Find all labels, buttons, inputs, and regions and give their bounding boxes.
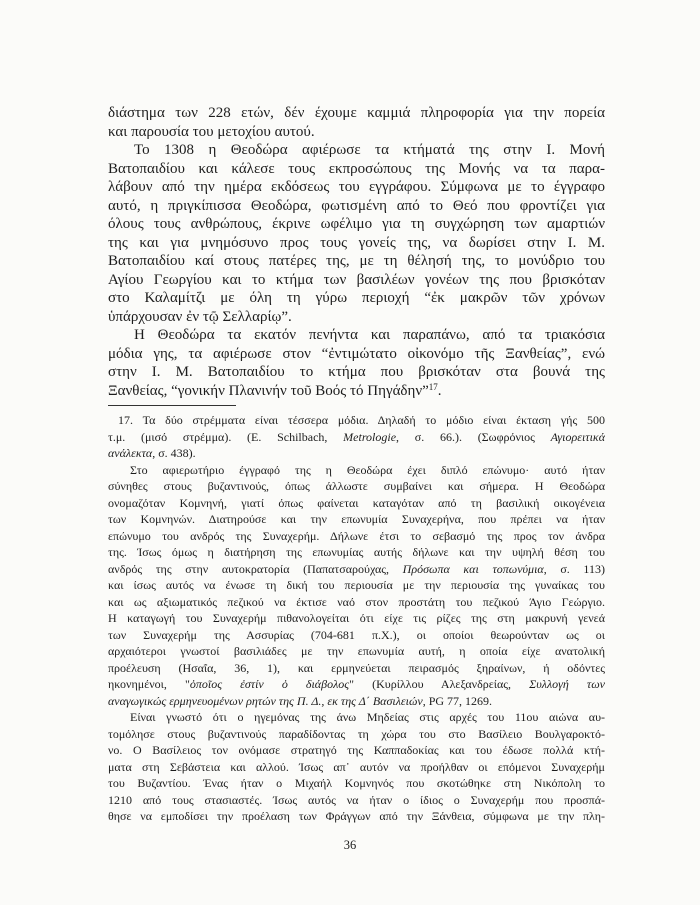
text-run: Η Θεοδώρα τα εκατόν πενήντα και παραπάνω, από τα τριακόσια: [134, 327, 605, 343]
text-run: Αγίου Γεωργίου και το κτήμα των βασιλέων γονέων της που βρισκόταν: [108, 271, 605, 288]
text-line: [108, 252, 605, 271]
text-line: [108, 775, 605, 792]
text-run: των Κομνηνών. Διατηρούσε και την επωνυμία Συναχερήνα, που πρέπει να ήταν: [108, 512, 605, 526]
text-line: [108, 511, 605, 528]
text-line: [108, 234, 605, 253]
text-line: [108, 726, 605, 743]
text-line: [108, 808, 605, 825]
text-line: [108, 289, 605, 308]
text-run: ονομαζόταν Κομνηνή, γιατί όπως φαίνεται καταγόταν από τη βασιλική οικογένεια: [108, 495, 605, 510]
text-line: [108, 478, 605, 495]
text-line: [108, 693, 605, 710]
text-line: [108, 709, 605, 726]
text-run: επώνυμο του ανδρός της Συναχερήμ. Δήλωνε έτσι το σεβασμό της προς τον άνδρα: [108, 528, 605, 543]
footnote-paragraph: [108, 462, 605, 710]
text-run: Είναι γνωστό ότι ο ηγεμόνας της άνω Μηδείας στις αρχές του 11ου αιώνα αυ-: [130, 710, 605, 724]
text-line: [108, 643, 605, 660]
text-line: [108, 676, 605, 693]
text-line: [108, 271, 605, 290]
text-line: [108, 544, 605, 561]
text-line: [108, 141, 605, 160]
text-run: Ξανθείας, “γονικήν Πλανινήν τοῦ Βοός τό Πηγάδην”: [108, 382, 429, 399]
text-run: λάβουν από την ημέρα εκδόσεως του εγγράφου. Σύμφωνα με το έγγραφο: [108, 179, 605, 195]
text-line: [108, 429, 605, 446]
text-line: [108, 104, 605, 123]
text-line: [108, 577, 605, 594]
text-line: [108, 326, 605, 345]
italic-title: Πρόσωπα και τοπωνύμια: [402, 561, 544, 576]
text-run: των Συναχερήμ της Ασσυρίας (704-681 π.Χ.), οι οποίοι θεωρούνταν ως οι: [108, 627, 605, 642]
paragraph: [108, 326, 605, 400]
text-run: Βατοπαιδίου καί στους πατέρες της, με τη θέλησή της, το μονύδριο του: [108, 253, 605, 269]
text-run: σύνηθες στους βυζαντινούς, όπως άλλωστε συμβαίνει και σήμερα. Η Θεοδώρα: [108, 479, 605, 493]
text-run: 17. Τα δύο στρέμματα είναι τέσσερα μόδια. Δηλαδή το μόδιο είναι έκταση γής 500: [118, 413, 605, 427]
italic-title: Αγιορειτικά: [550, 429, 605, 444]
text-line: [108, 123, 605, 142]
page-number: 36: [343, 838, 357, 852]
text-line: [108, 160, 605, 179]
text-run: Το 1308 η Θεοδώρα αφιέρωσε τα κτήματά της στην Ι. Μονή: [134, 142, 605, 158]
text-run: στην Ι. Μ. Βατοπαιδίου το κτήμα που βρισκόταν στα βουνά της: [108, 364, 605, 380]
footnote-paragraph: [108, 412, 605, 462]
text-run: , PG 77, 1269.: [422, 693, 493, 708]
text-run: τ.μ. (μισό στρέμμα). (E. Schilbach,: [108, 429, 344, 444]
text-line: [108, 412, 605, 429]
text-run: και παρουσία του μετοχίου αυτού.: [108, 123, 315, 140]
text-line: [108, 197, 605, 216]
footnote-paragraph: [108, 709, 605, 825]
text-line: [108, 561, 605, 578]
footnote-reference: 17: [428, 381, 438, 392]
text-run: Βατοπαιδίου και κάλεσε τους εκπροσώπους της Μονής να τα παρα-: [108, 160, 605, 177]
text-line: [108, 215, 605, 234]
footnote-separator: [108, 405, 236, 406]
paragraph: [108, 104, 605, 141]
text-line: [108, 495, 605, 512]
text-run: προέλευση (Ησαΐα, 36, 1), και ερμηνεύεται πειρασμός ξηραίνων, ή οδόντες: [108, 660, 605, 675]
text-line: [108, 445, 605, 462]
text-run: " (Κυρίλλου Αλεξανδρείας,: [349, 677, 530, 691]
text-run: διάστημα των 228 ετών, δέν έχουμε καμμιά πληροφορία για την πορεία: [108, 105, 605, 121]
text-run: .: [437, 382, 442, 399]
text-run: και ίσως αυτός να ένωσε τη δική του περιουσία με την περιουσία της γυναίκας του: [108, 578, 605, 592]
text-line: [108, 363, 605, 382]
text-run: ὑπάρχουσαν ἐν τῷ Σελλαρίῳ”.: [108, 308, 292, 325]
text-run: μόδια γης, τα αφιέρωσε στον “ἐντιμώτατο οἰκονόμο τῆς Ξανθείας”, ενώ: [108, 345, 605, 362]
text-line: [108, 792, 605, 809]
text-run: Στο αφιερωτήριο έγγραφό της η Θεοδώρα έχει διπλό επώνυμο· αυτό ήταν: [130, 462, 605, 477]
text-run: όλους τους ανθρώπους, έκρινε ωφέλιμο για τη συγχώρηση των αμαρτιών: [108, 216, 605, 232]
text-line: [108, 660, 605, 677]
text-run: , σ. 113): [543, 561, 605, 576]
text-run: και ως αξιωματικός πεζικού να έκτισε ναό στον προστάτη του πεζικού Άγιο Γεώργιο.: [108, 594, 605, 609]
paragraph: [108, 141, 605, 326]
text-line: [108, 742, 605, 759]
italic-title: αναγωγικώς ερμηνευομένων ρητών της Π. Δ., εκ της Δ΄ Βασιλειών: [108, 693, 423, 708]
text-line: [108, 594, 605, 611]
text-run: της. Ίσως όμως η διατήρηση της επωνυμίας αυτής δήλωνε και την υψηλή θέση του: [108, 545, 605, 559]
italic-title: Συλλογή των: [529, 677, 605, 691]
text-run: , σ. 66.). (Σωφρόνιος: [396, 429, 551, 444]
text-run: Η καταγωγή του Συναχερήμ πιθανολογείται ότι είχε τις ρίζες της στη μακρυνή γενεά: [108, 611, 605, 625]
text-line: [108, 610, 605, 627]
italic-title: ὁποῖος ἐστίν ὁ διάβολος: [189, 677, 350, 691]
text-run: του Βυζαντίου. Ένας ήταν ο Μιχαήλ Κομνηνός που σκοτώθηκε στη Νικόπολη το: [108, 776, 605, 790]
text-run: στο Καλαμίτζι με όλη τη γύρω περιοχή “ἐκ μακρῶν τῶν χρόνων: [108, 290, 605, 306]
italic-title: Metrologie: [343, 429, 397, 444]
text-run: της και για μνημόσυνο προς τους γονείς της, να δωρίσει στην Ι. Μ.: [108, 234, 605, 251]
text-run: τομόλησε στους βυζαντινούς παραδίδοντας τη χώρα του στο Βασίλειο Βουλγαροκτό-: [108, 726, 605, 741]
main-text: [108, 104, 605, 400]
text-line: [108, 382, 605, 401]
text-run: ανδρός της στην αυτοκρατορία (Παπατσαρούχας,: [108, 561, 403, 576]
text-run: , σ. 438).: [152, 446, 196, 460]
text-run: νο. Ο Βασίλειος τον ονόμασε στρατηγό της Καππαδοκίας και του έδωσε πολλά κτή-: [108, 743, 605, 757]
text-line: [108, 462, 605, 479]
italic-title: ανάλεκτα: [108, 446, 153, 460]
footnotes: [108, 412, 605, 825]
text-run: θησε να εμποδίσει την προέλαση των Φράγγων από την Ξάνθεια, σύμφωνα με την πλη-: [108, 809, 605, 823]
text-run: 1210 από τους στασιαστές. Ίσως αυτός να ήταν ο ίδιος ο Συναχερήμ που προσπά-: [108, 792, 605, 807]
text-line: [108, 345, 605, 364]
text-line: [108, 759, 605, 776]
text-line: [108, 308, 605, 327]
text-line: [108, 178, 605, 197]
text-line: [108, 528, 605, 545]
text-run: αρχαιότεροι γνωστοί βασιλιάδες με την επωνυμία αυτή, η οποία είχε ανατολική: [108, 644, 605, 658]
text-run: ματα στη Σεβάστεια και αλλού. Ίσως απ᾽ αυτόν να προήλθαν οι επόμενοι Συναχερήμ: [108, 759, 605, 774]
text-run: ηκονημένοι, ": [108, 677, 190, 691]
text-run: αυτό, η πριγκίπισσα Θεοδώρα, φωτισμένη από το Θεό που φροντίζει για: [108, 197, 605, 214]
text-line: [108, 627, 605, 644]
